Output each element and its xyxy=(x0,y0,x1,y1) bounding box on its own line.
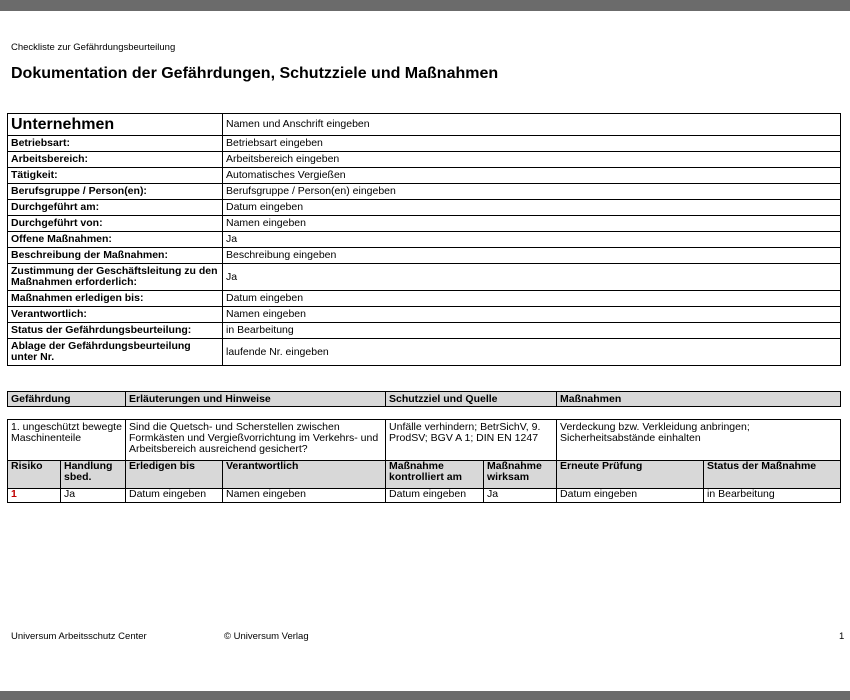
info-label: Verantwortlich: xyxy=(8,307,223,323)
info-row xyxy=(8,307,841,323)
detail-row xyxy=(8,489,841,503)
verantwortlich-value[interactable]: Namen eingeben xyxy=(223,489,386,503)
info-row xyxy=(8,168,841,184)
info-row xyxy=(8,248,841,264)
col-pruefung: Erneute Prüfung xyxy=(557,461,704,489)
col-kontrolliert: Maßnahme kontrolliert am xyxy=(386,461,484,489)
info-row xyxy=(8,264,841,291)
info-row xyxy=(8,291,841,307)
status-value[interactable]: in Bearbeitung xyxy=(704,489,841,503)
info-row xyxy=(8,339,841,366)
hazard-schutzziel: Unfälle verhindern; BetrSichV, 9. ProdSV; BGV A 1; DIN EN 1247 xyxy=(386,420,557,461)
page-number: 1 xyxy=(839,631,845,642)
hazard-erlaeuterungen: Sind die Quetsch- und Scherstellen zwischen Formkästen und Vergießvorrichtung im Verkehrs- und Arbeitsbereich ausreichend gesichert? xyxy=(126,420,386,461)
info-label: Maßnahmen erledigen bis: xyxy=(8,291,223,307)
col-massnahmen: Maßnahmen xyxy=(557,392,841,407)
col-gefaehrdung: Gefährdung xyxy=(8,392,126,407)
col-erlaeuterungen: Erläuterungen und Hinweise xyxy=(126,392,386,407)
info-label: Arbeitsbereich: xyxy=(8,152,223,168)
hazard-table xyxy=(7,419,841,503)
info-label: Status der Gefährdungsbeurteilung: xyxy=(8,323,223,339)
info-label: Beschreibung der Maßnahmen: xyxy=(8,248,223,264)
info-row xyxy=(8,323,841,339)
info-value[interactable]: Berufsgruppe / Person(en) eingeben xyxy=(223,184,841,200)
info-value[interactable]: Namen eingeben xyxy=(223,216,841,232)
col-schutzziel: Schutzziel und Quelle xyxy=(386,392,557,407)
info-label: Tätigkeit: xyxy=(8,168,223,184)
info-value[interactable]: Arbeitsbereich eingeben xyxy=(223,152,841,168)
info-value[interactable]: Automatisches Vergießen xyxy=(223,168,841,184)
info-table xyxy=(7,113,841,366)
info-value[interactable]: Beschreibung eingeben xyxy=(223,248,841,264)
col-verantwortlich: Verantwortlich xyxy=(223,461,386,489)
info-label: Durchgeführt von: xyxy=(8,216,223,232)
info-label: Betriebsart: xyxy=(8,136,223,152)
info-value[interactable]: Namen eingeben xyxy=(223,307,841,323)
kontrolliert-value[interactable]: Datum eingeben xyxy=(386,489,484,503)
info-label: Zustimmung der Geschäftsleitung zu den Maßnahmen erforderlich: xyxy=(8,264,223,291)
info-value[interactable]: laufende Nr. eingeben xyxy=(223,339,841,366)
info-label: Berufsgruppe / Person(en): xyxy=(8,184,223,200)
col-wirksam: Maßnahme wirksam xyxy=(484,461,557,489)
info-value[interactable]: Datum eingeben xyxy=(223,200,841,216)
col-handlung: Handlung sbed. xyxy=(61,461,126,489)
document-subtitle: Checkliste zur Gefährdungsbeurteilung xyxy=(11,42,176,53)
info-row xyxy=(8,200,841,216)
detail-header-row xyxy=(8,461,841,489)
info-row-company xyxy=(8,114,841,136)
footer-left: Universum Arbeitsschutz Center xyxy=(11,631,147,642)
info-row xyxy=(8,184,841,200)
col-status: Status der Maßnahme xyxy=(704,461,841,489)
info-label: Durchgeführt am: xyxy=(8,200,223,216)
info-row xyxy=(8,152,841,168)
company-value[interactable]: Namen und Anschrift eingeben xyxy=(223,114,841,136)
hazard-header-table xyxy=(7,391,841,407)
col-risiko: Risiko xyxy=(8,461,61,489)
erledigen-value[interactable]: Datum eingeben xyxy=(126,489,223,503)
footer-center: © Universum Verlag xyxy=(224,631,309,642)
col-erledigen: Erledigen bis xyxy=(126,461,223,489)
pruefung-value[interactable]: Datum eingeben xyxy=(557,489,704,503)
info-row xyxy=(8,232,841,248)
info-value[interactable]: Datum eingeben xyxy=(223,291,841,307)
info-label: Offene Maßnahmen: xyxy=(8,232,223,248)
risk-value: 1 xyxy=(8,489,61,503)
hazard-gefaehrdung: 1. ungeschützt bewegte Maschinenteile xyxy=(8,420,126,461)
info-value[interactable]: in Bearbeitung xyxy=(223,323,841,339)
handlung-value[interactable]: Ja xyxy=(61,489,126,503)
document-title: Dokumentation der Gefährdungen, Schutzziele und Maßnahmen xyxy=(11,65,499,82)
hazard-row xyxy=(8,420,841,461)
wirksam-value[interactable]: Ja xyxy=(484,489,557,503)
info-label: Ablage der Gefährdungsbeurteilung unter Nr. xyxy=(8,339,223,366)
info-row xyxy=(8,136,841,152)
hazard-massnahmen: Verdeckung bzw. Verkleidung anbringen; Sicherheitsabstände einhalten xyxy=(557,420,841,461)
info-row xyxy=(8,216,841,232)
info-value[interactable]: Ja xyxy=(223,264,841,291)
company-label: Unternehmen xyxy=(8,114,223,136)
info-value[interactable]: Betriebsart eingeben xyxy=(223,136,841,152)
info-value[interactable]: Ja xyxy=(223,232,841,248)
